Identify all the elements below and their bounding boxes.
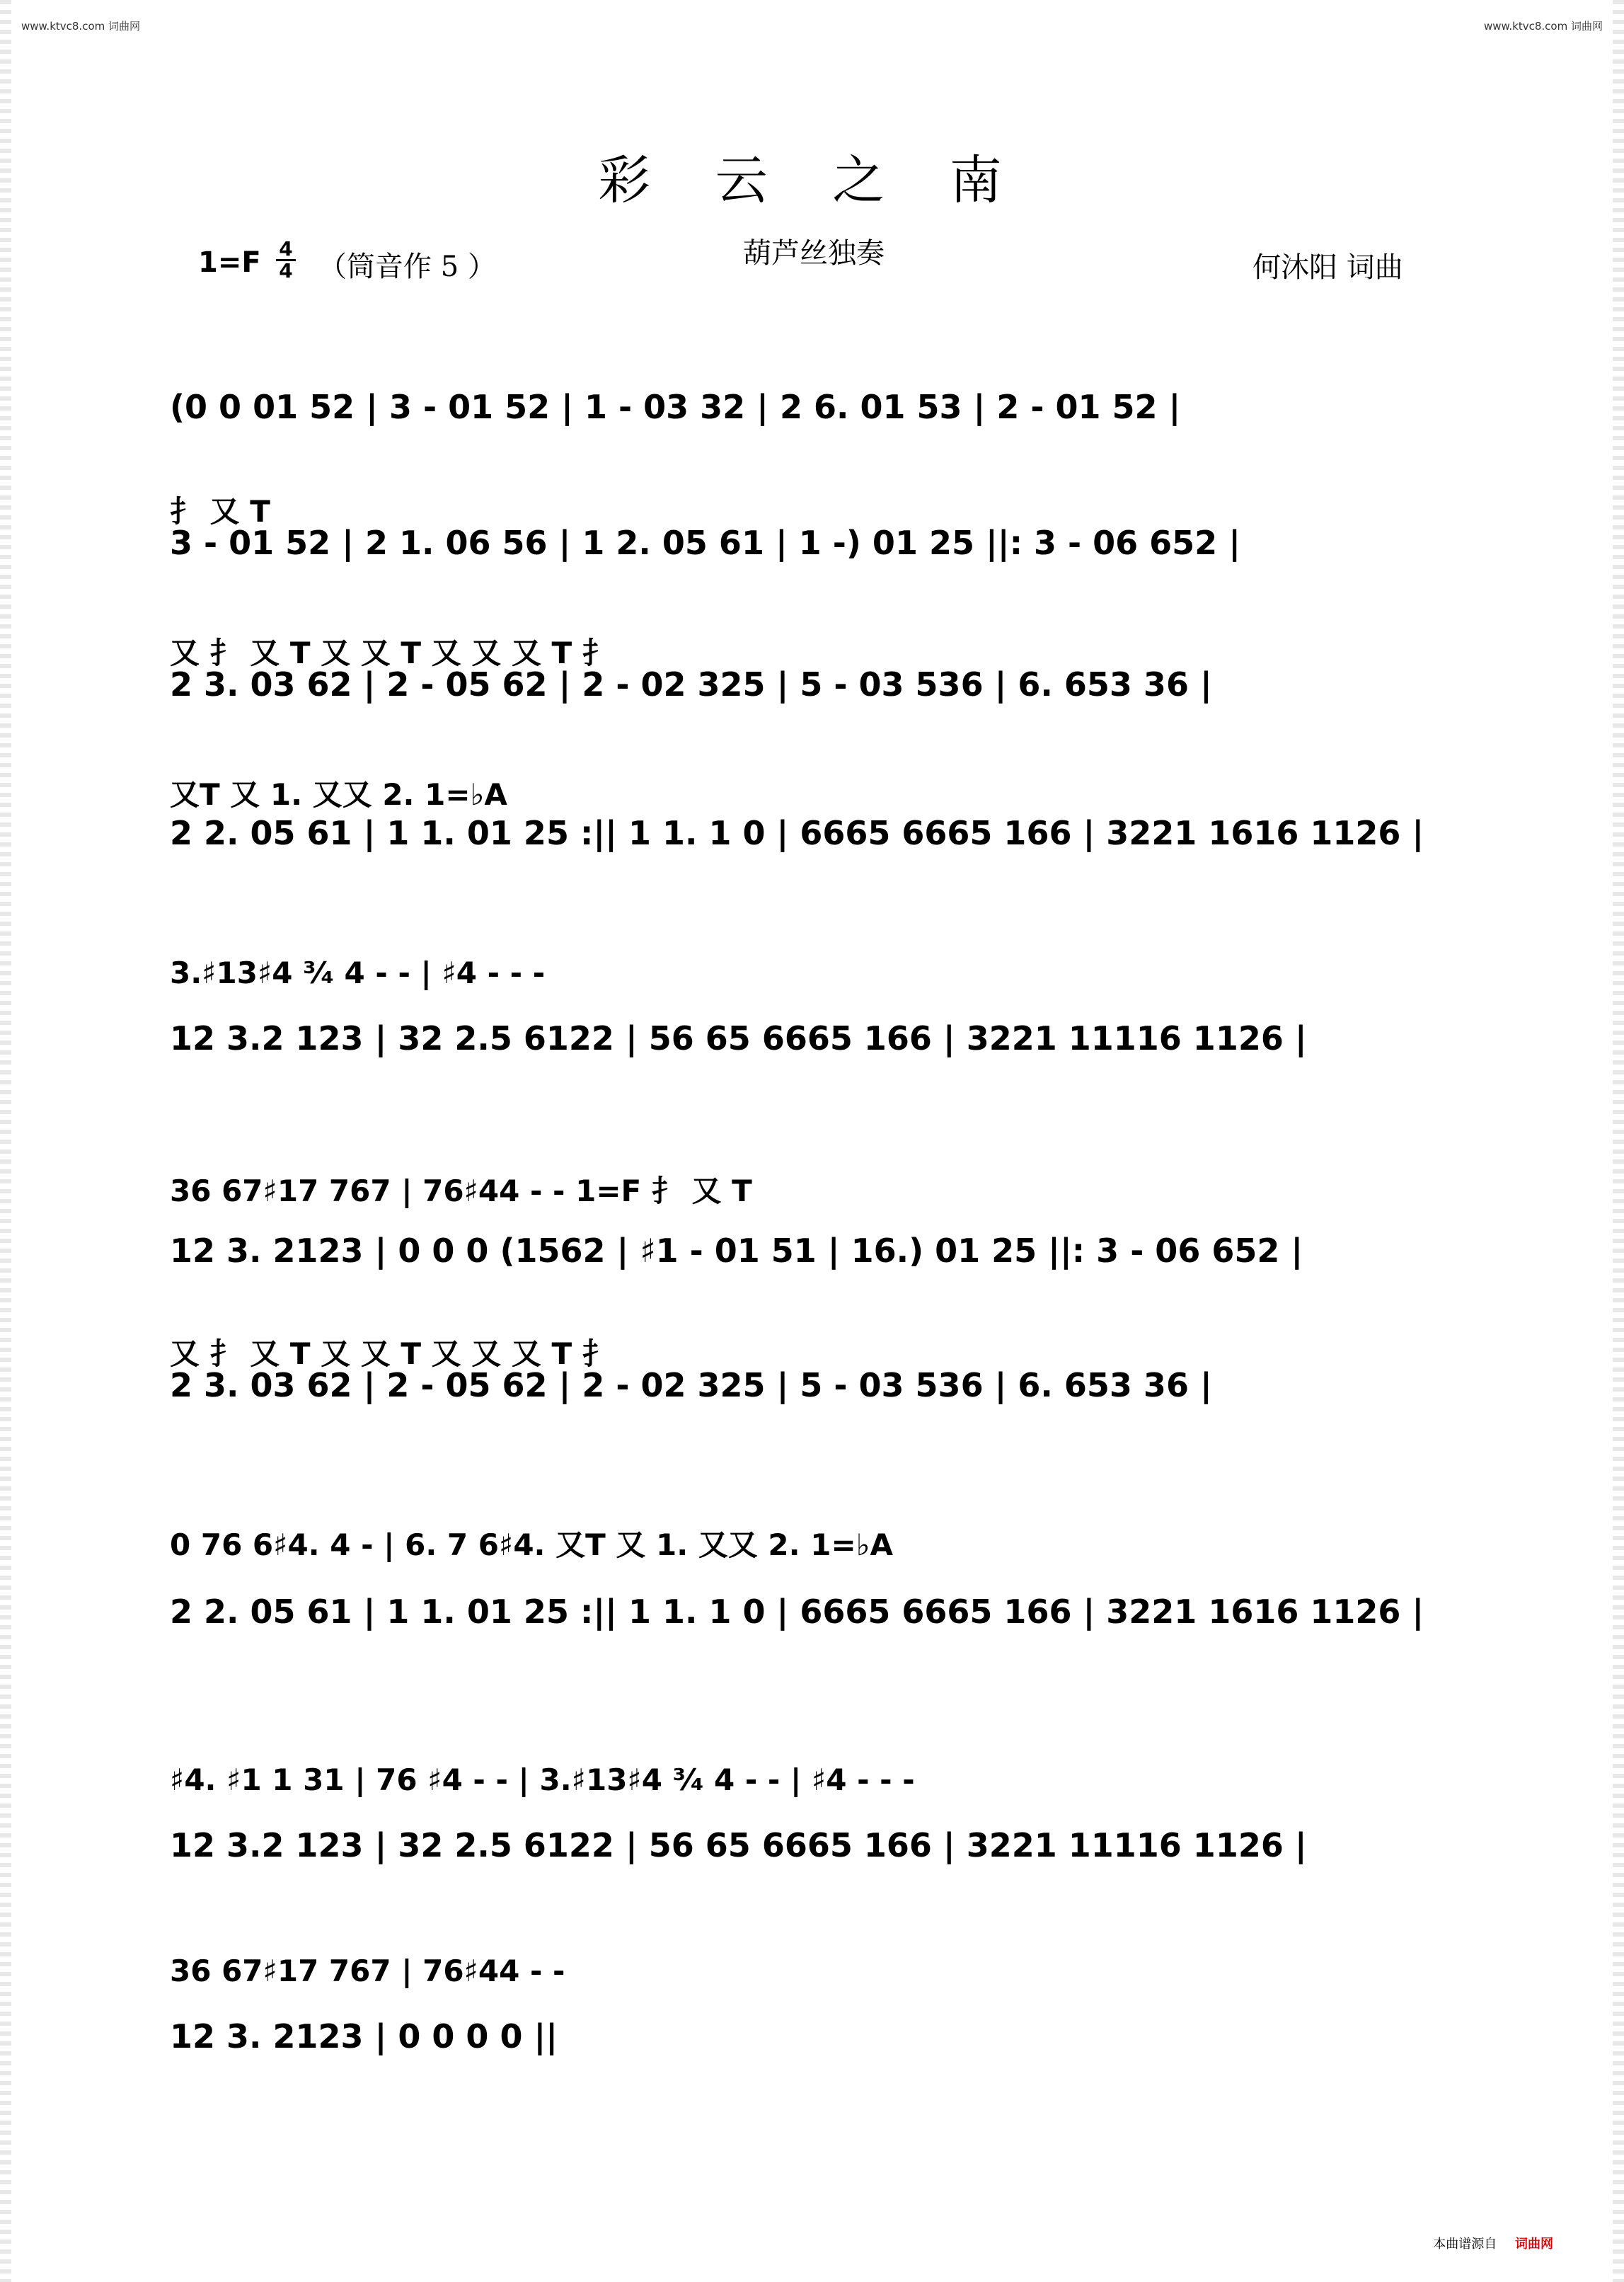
staff-marks: ♯4. ♯1 1 31 | 76 ♯4 - - | 3.♯13♯4 ³⁄₄ 4 - - | ♯4 - - - — [170, 1762, 915, 1797]
time-signature — [276, 239, 296, 281]
staff-marks: 又 扌 又 T 又 又 T 又 又 又 T 扌 — [170, 1336, 612, 1371]
staff-marks: 36 67♯17 767 | 76♯44 - - 1=F 扌 又 T — [170, 1174, 752, 1208]
staff-7 — [170, 1331, 1444, 1416]
staff-marks: 0 76 6♯4. 4 - | 6. 7 6♯4. 又T 又 1. 又又 2. 1=♭A — [170, 1527, 893, 1562]
watermark-left: www.ktvc8.com 词曲网 — [21, 20, 141, 33]
meter-top: 4 — [276, 239, 296, 261]
staff-marks: 扌 又 T — [170, 494, 270, 529]
subtitle: 葫芦丝独奏 — [743, 237, 885, 270]
staff-notes: 2 2. 05 61 | 1 1. 01 25 :|| 1 1. 1 0 | 6665 6665 166 | 3221 1616 1126 | — [170, 814, 1424, 852]
staff-marks: 又T 又 1. 又又 2. 1=♭A — [170, 777, 507, 812]
staff-notes: 2 3. 03 62 | 2 - 05 62 | 2 - 02 325 | 5 - 03 536 | 6. 653 36 | — [170, 665, 1212, 704]
tuning-note: （筒音作 5 ） — [318, 251, 496, 283]
staff-notes: 12 3.2 123 | 32 2.5 6122 | 56 65 6665 166 | 3221 11116 1126 | — [170, 1826, 1307, 1864]
staff-6 — [170, 1161, 1444, 1270]
composer-credit: 何沐阳 词曲 — [1252, 251, 1403, 284]
staff-notes: 12 3.2 123 | 32 2.5 6122 | 56 65 6665 166 | 3221 11116 1126 | — [170, 1019, 1307, 1057]
staff-4 — [170, 772, 1444, 856]
meter-bottom: 4 — [279, 259, 293, 282]
staff-marks: 3.♯13♯4 ³⁄₄ 4 - - | ♯4 - - - — [170, 956, 546, 990]
staff-1 — [170, 368, 1444, 453]
staff-notes: 2 2. 05 61 | 1 1. 01 25 :|| 1 1. 1 0 | 6665 6665 166 | 3221 1616 1126 | — [170, 1593, 1424, 1631]
footer-label: 本曲谱源自 — [1433, 2237, 1497, 2252]
left-margin-stripe — [0, 0, 11, 2282]
staff-marks: 36 67♯17 767 | 76♯44 - - — [170, 1954, 565, 1988]
staff-5 — [170, 941, 1444, 1057]
staff-marks: 又 扌 又 T 又 又 T 又 又 又 T 扌 — [170, 636, 612, 670]
key-signature: 1=F — [198, 246, 261, 279]
staff-3 — [170, 630, 1444, 715]
staff-8 — [170, 1508, 1444, 1631]
staff-9 — [170, 1748, 1444, 1864]
right-margin-stripe — [1613, 0, 1624, 2282]
footer-brand[interactable]: 词曲网 — [1515, 2237, 1553, 2252]
staff-notes: 3 - 01 52 | 2 1. 06 56 | 1 2. 05 61 | 1 -) 01 25 ||: 3 - 06 652 | — [170, 524, 1240, 562]
watermark-right: www.ktvc8.com 词曲网 — [1483, 20, 1603, 33]
staff-notes: (0 0 01 52 | 3 - 01 52 | 1 - 03 32 | 2 6. 01 53 | 2 - 01 52 | — [170, 388, 1181, 426]
staff-notes: 12 3. 2123 | 0 0 0 (1562 | ♯1 - 01 51 | 16.) 01 25 ||: 3 - 06 652 | — [170, 1232, 1303, 1270]
song-title: 彩 云 之 南 — [598, 150, 1026, 211]
staff-2 — [170, 488, 1444, 573]
staff-10 — [170, 1946, 1444, 2055]
source-footer — [1433, 2234, 1553, 2252]
staff-notes: 12 3. 2123 | 0 0 0 0 || — [170, 2017, 558, 2055]
staff-notes: 2 3. 03 62 | 2 - 05 62 | 2 - 02 325 | 5 - 03 536 | 6. 653 36 | — [170, 1366, 1212, 1404]
